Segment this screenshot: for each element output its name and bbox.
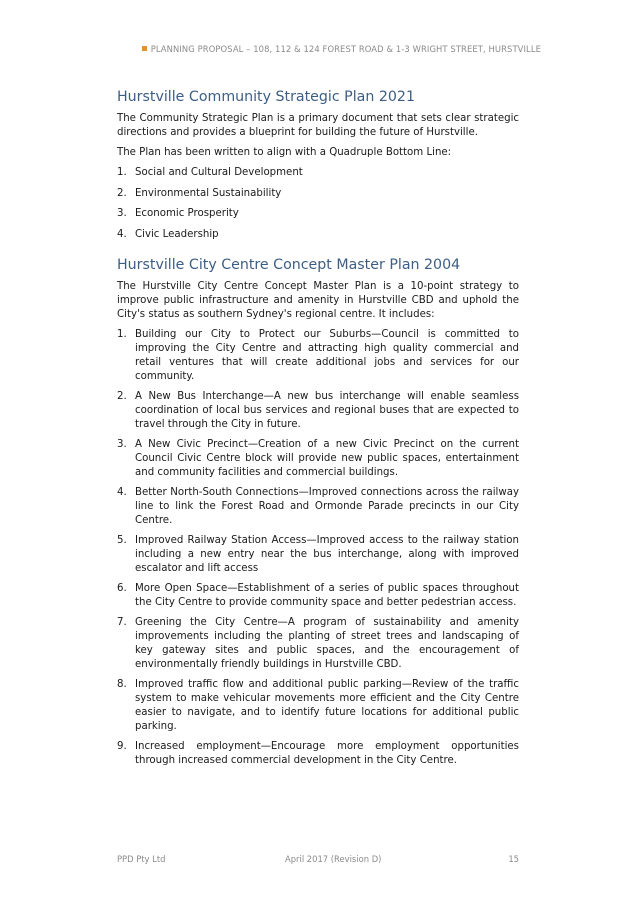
footer-page-number: 15 bbox=[508, 854, 519, 864]
list-item-text: Civic Leadership bbox=[135, 228, 219, 240]
list-item-text: Greening the City Centre—A program of sustainability and amenity improvements including the planting of street trees and landscaping of key gateway sites and public spaces, and the encouragement of environmentally friendly buildings in Hurstville CBD. bbox=[135, 616, 519, 670]
list-item-text: A New Civic Precinct—Creation of a new Civic Precinct on the current Council Civic Centre block will provide new public spaces, entertainment and community facilities and commercial buildings. bbox=[135, 438, 519, 478]
list-item-text: A New Bus Interchange—A new bus interchange will enable seamless coordination of local bus services and regional buses that are expected to travel through the City in future. bbox=[135, 390, 519, 430]
list-item-number: 8. bbox=[117, 678, 127, 690]
page-header bbox=[142, 44, 541, 54]
list-item bbox=[117, 582, 519, 610]
list-item-number: 4. bbox=[117, 486, 127, 498]
header-text: PLANNING PROPOSAL – 108, 112 & 124 FOREST ROAD & 1-3 WRIGHT STREET, HURSTVILLE bbox=[150, 44, 541, 54]
list-item-number: 9. bbox=[117, 740, 127, 752]
list-item-text: Better North-South Connections—Improved connections across the railway line to link the Forest Road and Ormonde Parade precincts in our City Centre. bbox=[135, 486, 519, 526]
section2-heading: Hurstville City Centre Concept Master Plan 2004 bbox=[117, 256, 461, 273]
page-content bbox=[117, 88, 519, 774]
list-item-number: 6. bbox=[117, 582, 127, 594]
list-item-number: 3. bbox=[117, 438, 127, 450]
list-item-number: 2. bbox=[117, 187, 127, 199]
list-item bbox=[117, 678, 519, 734]
list-item-number: 1. bbox=[117, 328, 127, 340]
section2-list bbox=[117, 328, 519, 768]
list-item-number: 3. bbox=[117, 208, 127, 219]
list-item bbox=[117, 390, 519, 432]
list-item bbox=[117, 740, 519, 768]
footer-company: PPD Pty Ltd bbox=[117, 854, 166, 864]
list-item bbox=[117, 228, 519, 242]
list-item-text: Economic Prosperity bbox=[135, 208, 239, 219]
section1-para2: The Plan has been written to align with a Quadruple Bottom Line: bbox=[117, 147, 452, 158]
list-item bbox=[117, 616, 519, 672]
header-marker-icon bbox=[142, 46, 147, 51]
list-item-number: 1. bbox=[117, 167, 127, 178]
section1-heading: Hurstville Community Strategic Plan 2021 bbox=[117, 89, 415, 105]
list-item-number: 5. bbox=[117, 534, 127, 546]
list-item-text: Building our City to Protect our Suburbs—Council is committed to improving the City Centre and attracting high quality commercial and retail ventures that will create additional jobs and services for our community. bbox=[135, 328, 519, 382]
list-item bbox=[117, 187, 519, 201]
list-item bbox=[117, 438, 519, 480]
section1-para1: The Community Strategic Plan is a primary document that sets clear strategic directions and provides a blueprint for building the future of Hurstville. bbox=[117, 113, 519, 138]
list-item bbox=[117, 486, 519, 528]
list-item-number: 4. bbox=[117, 228, 127, 240]
list-item bbox=[117, 166, 519, 180]
list-item-text: More Open Space—Establishment of a series of public spaces throughout the City Centre to provide community space and better pedestrian access. bbox=[135, 582, 519, 608]
list-item-text: Social and Cultural Development bbox=[135, 167, 303, 178]
section1-list bbox=[117, 166, 519, 242]
list-item bbox=[117, 207, 519, 221]
list-item-text: Environmental Sustainability bbox=[135, 187, 282, 199]
list-item bbox=[117, 534, 519, 576]
footer-date: April 2017 (Revision D) bbox=[285, 854, 382, 864]
list-item-text: Improved traffic flow and additional public parking—Review of the traffic system to make vehicular movements more efficient and the City Centre easier to navigate, and to identify future locations for additional public parking. bbox=[135, 678, 519, 732]
list-item-text: Increased employment—Encourage more employment opportunities through increased commercial development in the City Centre. bbox=[135, 740, 519, 766]
list-item-number: 2. bbox=[117, 390, 127, 402]
list-item-number: 7. bbox=[117, 616, 127, 628]
list-item-text: Improved Railway Station Access—Improved access to the railway station including a new entry near the bus interchange, along with improved escalator and lift access bbox=[135, 534, 519, 574]
list-item bbox=[117, 328, 519, 384]
section2-para1: The Hurstville City Centre Concept Master Plan is a 10-point strategy to improve public infrastructure and amenity in Hurstville CBD and uphold the City's status as southern Sydney's regional centre. It includes: bbox=[117, 280, 519, 320]
